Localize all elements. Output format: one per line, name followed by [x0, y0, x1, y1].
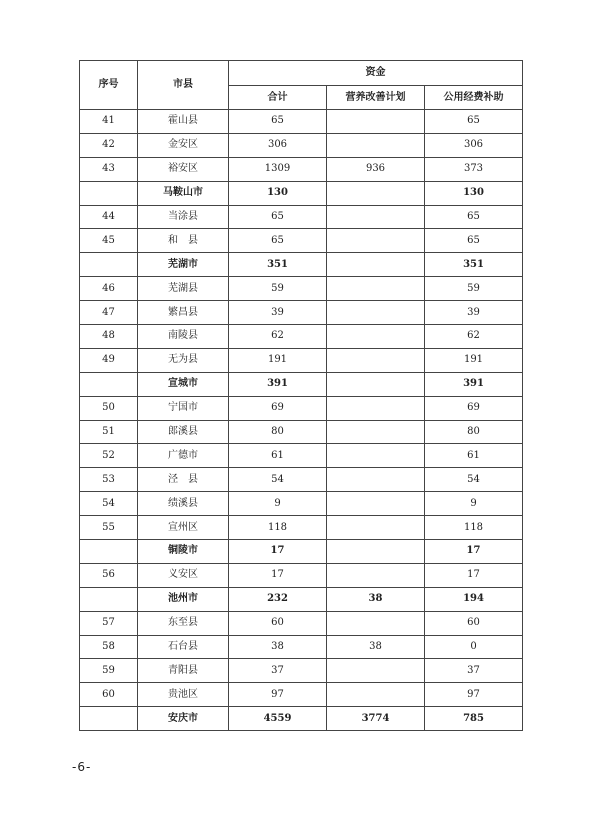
total-cell: 65: [229, 205, 327, 229]
total-cell: 65: [229, 229, 327, 253]
nutrition-cell: [327, 205, 425, 229]
seq-cell: 49: [80, 348, 138, 372]
header-seq: 序号: [80, 61, 138, 110]
page-number: -6-: [72, 760, 92, 774]
total-cell: 118: [229, 516, 327, 540]
county-cell: 绩溪县: [138, 492, 229, 516]
nutrition-cell: 936: [327, 157, 425, 181]
nutrition-cell: [327, 659, 425, 683]
public-cell: 785: [425, 707, 523, 731]
seq-cell: 48: [80, 325, 138, 349]
header-funds: 资金: [229, 61, 523, 86]
public-cell: 306: [425, 133, 523, 157]
table-row: [80, 229, 523, 253]
header-nutrition: 营养改善计划: [327, 86, 425, 110]
nutrition-cell: [327, 420, 425, 444]
total-cell: 17: [229, 563, 327, 587]
total-cell: 351: [229, 253, 327, 277]
subtotal-row: [80, 707, 523, 731]
total-cell: 62: [229, 325, 327, 349]
county-cell: 贵池区: [138, 683, 229, 707]
total-cell: 232: [229, 587, 327, 611]
seq-cell: 52: [80, 444, 138, 468]
county-cell: 繁昌县: [138, 301, 229, 325]
seq-cell: 60: [80, 683, 138, 707]
public-cell: 9: [425, 492, 523, 516]
seq-cell: 45: [80, 229, 138, 253]
header-county: 市县: [138, 61, 229, 110]
public-cell: 17: [425, 563, 523, 587]
table-row: [80, 611, 523, 635]
seq-cell: 42: [80, 133, 138, 157]
seq-cell: [80, 587, 138, 611]
nutrition-cell: [327, 563, 425, 587]
table-row: [80, 659, 523, 683]
total-cell: 1309: [229, 157, 327, 181]
seq-cell: [80, 372, 138, 396]
county-cell: 霍山县: [138, 110, 229, 134]
table-row: [80, 325, 523, 349]
table-row: [80, 133, 523, 157]
nutrition-cell: [327, 468, 425, 492]
public-cell: 37: [425, 659, 523, 683]
county-cell: 安庆市: [138, 707, 229, 731]
county-cell: 宣州区: [138, 516, 229, 540]
total-cell: 59: [229, 277, 327, 301]
public-cell: 60: [425, 611, 523, 635]
table-row: [80, 516, 523, 540]
public-cell: 194: [425, 587, 523, 611]
public-cell: 69: [425, 396, 523, 420]
total-cell: 61: [229, 444, 327, 468]
nutrition-cell: [327, 540, 425, 564]
total-cell: 60: [229, 611, 327, 635]
county-cell: 当涂县: [138, 205, 229, 229]
table-row: [80, 205, 523, 229]
seq-cell: 57: [80, 611, 138, 635]
total-cell: 130: [229, 181, 327, 205]
seq-cell: 55: [80, 516, 138, 540]
table-row: [80, 683, 523, 707]
table-row: [80, 563, 523, 587]
total-cell: 9: [229, 492, 327, 516]
seq-cell: 53: [80, 468, 138, 492]
county-cell: 池州市: [138, 587, 229, 611]
table-row: [80, 277, 523, 301]
total-cell: 17: [229, 540, 327, 564]
county-cell: 东至县: [138, 611, 229, 635]
public-cell: 391: [425, 372, 523, 396]
nutrition-cell: [327, 133, 425, 157]
county-cell: 芜湖县: [138, 277, 229, 301]
seq-cell: 54: [80, 492, 138, 516]
total-cell: 97: [229, 683, 327, 707]
public-cell: 59: [425, 277, 523, 301]
table-row: [80, 635, 523, 659]
header-public: 公用经费补助: [425, 86, 523, 110]
nutrition-cell: [327, 396, 425, 420]
nutrition-cell: 38: [327, 635, 425, 659]
public-cell: 373: [425, 157, 523, 181]
nutrition-cell: [327, 372, 425, 396]
county-cell: 无为县: [138, 348, 229, 372]
nutrition-cell: [327, 492, 425, 516]
table-row: [80, 468, 523, 492]
public-cell: 351: [425, 253, 523, 277]
subtotal-row: [80, 253, 523, 277]
seq-cell: 43: [80, 157, 138, 181]
nutrition-cell: [327, 516, 425, 540]
public-cell: 65: [425, 205, 523, 229]
table-row: [80, 110, 523, 134]
nutrition-cell: [327, 611, 425, 635]
county-cell: 青阳县: [138, 659, 229, 683]
table-row: [80, 157, 523, 181]
public-cell: 65: [425, 229, 523, 253]
subtotal-row: [80, 181, 523, 205]
total-cell: 306: [229, 133, 327, 157]
header-total: 合计: [229, 86, 327, 110]
public-cell: 130: [425, 181, 523, 205]
public-cell: 62: [425, 325, 523, 349]
seq-cell: 47: [80, 301, 138, 325]
county-cell: 义安区: [138, 563, 229, 587]
public-cell: 118: [425, 516, 523, 540]
public-cell: 54: [425, 468, 523, 492]
nutrition-cell: 38: [327, 587, 425, 611]
table-row: [80, 420, 523, 444]
nutrition-cell: [327, 301, 425, 325]
subtotal-row: [80, 372, 523, 396]
county-cell: 石台县: [138, 635, 229, 659]
county-cell: 泾 县: [138, 468, 229, 492]
public-cell: 17: [425, 540, 523, 564]
seq-cell: 56: [80, 563, 138, 587]
total-cell: 38: [229, 635, 327, 659]
county-cell: 金安区: [138, 133, 229, 157]
seq-cell: 46: [80, 277, 138, 301]
total-cell: 37: [229, 659, 327, 683]
county-cell: 宁国市: [138, 396, 229, 420]
seq-cell: 51: [80, 420, 138, 444]
public-cell: 65: [425, 110, 523, 134]
total-cell: 4559: [229, 707, 327, 731]
table-row: [80, 348, 523, 372]
county-cell: 宣城市: [138, 372, 229, 396]
seq-cell: [80, 253, 138, 277]
nutrition-cell: 3774: [327, 707, 425, 731]
table-row: [80, 492, 523, 516]
nutrition-cell: [327, 110, 425, 134]
seq-cell: 41: [80, 110, 138, 134]
total-cell: 80: [229, 420, 327, 444]
nutrition-cell: [327, 181, 425, 205]
public-cell: 191: [425, 348, 523, 372]
county-cell: 和 县: [138, 229, 229, 253]
public-cell: 80: [425, 420, 523, 444]
seq-cell: 59: [80, 659, 138, 683]
total-cell: 54: [229, 468, 327, 492]
county-cell: 裕安区: [138, 157, 229, 181]
public-cell: 39: [425, 301, 523, 325]
county-cell: 南陵县: [138, 325, 229, 349]
total-cell: 65: [229, 110, 327, 134]
nutrition-cell: [327, 444, 425, 468]
public-cell: 0: [425, 635, 523, 659]
county-cell: 郎溪县: [138, 420, 229, 444]
seq-cell: [80, 707, 138, 731]
nutrition-cell: [327, 325, 425, 349]
total-cell: 191: [229, 348, 327, 372]
subtotal-row: [80, 587, 523, 611]
seq-cell: [80, 540, 138, 564]
allocation-table: [79, 60, 523, 731]
seq-cell: [80, 181, 138, 205]
county-cell: 芜湖市: [138, 253, 229, 277]
county-cell: 铜陵市: [138, 540, 229, 564]
subtotal-row: [80, 540, 523, 564]
total-cell: 391: [229, 372, 327, 396]
public-cell: 61: [425, 444, 523, 468]
county-cell: 马鞍山市: [138, 181, 229, 205]
total-cell: 39: [229, 301, 327, 325]
nutrition-cell: [327, 229, 425, 253]
seq-cell: 58: [80, 635, 138, 659]
seq-cell: 50: [80, 396, 138, 420]
nutrition-cell: [327, 348, 425, 372]
seq-cell: 44: [80, 205, 138, 229]
public-cell: 97: [425, 683, 523, 707]
table-row: [80, 396, 523, 420]
nutrition-cell: [327, 683, 425, 707]
nutrition-cell: [327, 253, 425, 277]
table-row: [80, 301, 523, 325]
table-row: [80, 444, 523, 468]
nutrition-cell: [327, 277, 425, 301]
total-cell: 69: [229, 396, 327, 420]
table-body: [80, 110, 523, 731]
county-cell: 广德市: [138, 444, 229, 468]
